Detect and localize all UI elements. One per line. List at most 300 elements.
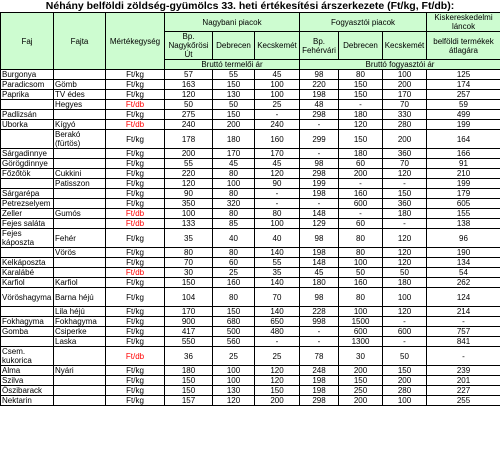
header-consumer-price-label: Bruttó fogyasztói ár <box>300 60 500 70</box>
cell-price: 120 <box>255 376 300 386</box>
cell-price: 320 <box>213 199 255 209</box>
cell-faj: Vöröshagyma <box>1 288 54 307</box>
page-title: Néhány belföldi zöldség-gyümölcs 33. heti értékesítési árszerkezete (Ft/kg, Ft/db): <box>45 0 455 12</box>
cell-unit: Ft/kg <box>106 110 165 120</box>
cell-price: 200 <box>339 396 383 406</box>
cell-faj: Paprika <box>1 90 54 100</box>
cell-price: 650 <box>255 317 300 327</box>
cell-unit: Ft/kg <box>106 307 165 317</box>
cell-price: - <box>427 347 500 366</box>
cell-price: 480 <box>255 327 300 337</box>
cell-price: 198 <box>300 376 339 386</box>
cell-unit: Ft/db <box>106 100 165 110</box>
cell-price: 240 <box>165 120 213 130</box>
cell-price: 239 <box>427 366 500 376</box>
cell-faj: Paradicsom <box>1 80 54 90</box>
cell-fajta <box>54 376 106 386</box>
table-row <box>1 278 500 288</box>
cell-price: 199 <box>427 179 500 189</box>
cell-price: 150 <box>165 376 213 386</box>
cell-faj: Főzőtök <box>1 169 54 179</box>
cell-fajta: Laska <box>54 337 106 347</box>
cell-unit: Ft/db <box>106 268 165 278</box>
cell-fajta: Fehér <box>54 229 106 248</box>
cell-price: - <box>383 337 427 347</box>
cell-price: 200 <box>383 80 427 90</box>
cell-price: 198 <box>300 386 339 396</box>
cell-unit: Ft/kg <box>106 366 165 376</box>
cell-price: 78 <box>300 347 339 366</box>
cell-price: 240 <box>255 120 300 130</box>
cell-price: 90 <box>165 189 213 199</box>
cell-fajta: Gömb <box>54 80 106 90</box>
cell-fajta: Gumós <box>54 209 106 219</box>
cell-faj <box>1 130 54 149</box>
cell-unit: Ft/kg <box>106 376 165 386</box>
cell-price: 550 <box>165 337 213 347</box>
cell-faj: Karalábé <box>1 268 54 278</box>
cell-price: 100 <box>383 396 427 406</box>
cell-faj: Karfiol <box>1 278 54 288</box>
cell-price: 125 <box>427 70 500 80</box>
cell-price: 214 <box>427 307 500 317</box>
cell-price: 120 <box>165 179 213 189</box>
table-row <box>1 130 500 149</box>
cell-unit: Ft/kg <box>106 159 165 169</box>
cell-price: 1300 <box>339 337 383 347</box>
table-body <box>1 70 500 406</box>
cell-price: 170 <box>213 149 255 159</box>
cell-price: 299 <box>300 130 339 149</box>
header-consumer-group: Fogyasztói piacok <box>300 13 427 32</box>
cell-fajta: Berakó (fürtös) <box>54 130 106 149</box>
cell-price: 180 <box>165 366 213 376</box>
cell-price: 100 <box>213 179 255 189</box>
table-row <box>1 337 500 347</box>
cell-price: - <box>255 189 300 199</box>
cell-price: 120 <box>339 120 383 130</box>
cell-price: 200 <box>339 169 383 179</box>
cell-price: 80 <box>339 288 383 307</box>
cell-price: 179 <box>427 189 500 199</box>
cell-unit: Ft/kg <box>106 199 165 209</box>
cell-price: 160 <box>213 278 255 288</box>
cell-price: 30 <box>339 347 383 366</box>
cell-price: 199 <box>427 120 500 130</box>
cell-price: 138 <box>427 219 500 229</box>
cell-fajta: Hegyes <box>54 100 106 110</box>
cell-price: 178 <box>165 130 213 149</box>
cell-price: 998 <box>300 317 339 327</box>
cell-price: 80 <box>213 209 255 219</box>
table-row <box>1 248 500 258</box>
cell-price: 60 <box>213 258 255 268</box>
cell-unit: Ft/kg <box>106 179 165 189</box>
cell-faj: Petrezselyem <box>1 199 54 209</box>
cell-price: 150 <box>255 386 300 396</box>
cell-price: 560 <box>213 337 255 347</box>
cell-price: 85 <box>213 219 255 229</box>
cell-price: 499 <box>427 110 500 120</box>
table-row <box>1 70 500 80</box>
cell-price: 134 <box>427 258 500 268</box>
cell-fajta: Barna héjú <box>54 288 106 307</box>
cell-unit: Ft/kg <box>106 396 165 406</box>
cell-faj: Gomba <box>1 327 54 337</box>
cell-fajta: Csiperke <box>54 327 106 337</box>
cell-price: 96 <box>427 229 500 248</box>
cell-price: 100 <box>165 209 213 219</box>
cell-price: 180 <box>300 278 339 288</box>
table-row <box>1 199 500 209</box>
cell-faj <box>1 248 54 258</box>
cell-price: 80 <box>255 209 300 219</box>
cell-price: 100 <box>255 90 300 100</box>
cell-price: 148 <box>300 258 339 268</box>
price-table <box>0 12 500 406</box>
cell-price: 360 <box>383 149 427 159</box>
cell-price: - <box>300 327 339 337</box>
cell-price: 50 <box>213 100 255 110</box>
cell-price: 680 <box>213 317 255 327</box>
cell-faj <box>1 100 54 110</box>
cell-price: 80 <box>213 248 255 258</box>
cell-price: 120 <box>383 169 427 179</box>
cell-price: 150 <box>383 366 427 376</box>
cell-price: 70 <box>165 258 213 268</box>
cell-price: 54 <box>427 268 500 278</box>
cell-price: 500 <box>213 327 255 337</box>
cell-price: 59 <box>427 100 500 110</box>
header-wholesale-col-1: Bp. Nagykőrösi Út <box>165 32 213 60</box>
cell-price: 57 <box>165 70 213 80</box>
cell-unit: Ft/db <box>106 347 165 366</box>
table-row <box>1 100 500 110</box>
cell-fajta <box>54 149 106 159</box>
cell-fajta: Patisszon <box>54 179 106 189</box>
cell-price: 100 <box>383 70 427 80</box>
cell-price: 150 <box>213 307 255 317</box>
cell-unit: Ft/db <box>106 120 165 130</box>
cell-price: 170 <box>383 90 427 100</box>
cell-price: 35 <box>165 229 213 248</box>
cell-faj: Sárgadinnye <box>1 149 54 159</box>
header-wholesale-group: Nagybani piacok <box>165 13 300 32</box>
cell-price: 80 <box>339 70 383 80</box>
cell-price: 55 <box>255 258 300 268</box>
cell-price: - <box>255 110 300 120</box>
cell-price: 133 <box>165 219 213 229</box>
cell-price: - <box>255 199 300 209</box>
cell-price: 120 <box>213 396 255 406</box>
cell-price: 80 <box>213 288 255 307</box>
table-row <box>1 209 500 219</box>
cell-price: 120 <box>255 366 300 376</box>
cell-price: 104 <box>165 288 213 307</box>
cell-fajta <box>54 70 106 80</box>
cell-fajta: Kígyó <box>54 120 106 130</box>
cell-price: 120 <box>383 307 427 317</box>
cell-price: 100 <box>255 80 300 90</box>
cell-price: 841 <box>427 337 500 347</box>
cell-price: 210 <box>427 169 500 179</box>
cell-price: 330 <box>383 110 427 120</box>
cell-faj: Őszibarack <box>1 386 54 396</box>
cell-price: 148 <box>300 209 339 219</box>
cell-price: - <box>383 219 427 229</box>
cell-price: - <box>383 179 427 189</box>
cell-price: 150 <box>165 386 213 396</box>
cell-price: 100 <box>339 258 383 268</box>
table-row <box>1 347 500 366</box>
cell-price: 417 <box>165 327 213 337</box>
cell-faj: Csem. kukorica <box>1 347 54 366</box>
cell-unit: Ft/kg <box>106 189 165 199</box>
cell-price: 198 <box>300 189 339 199</box>
cell-price: 220 <box>300 80 339 90</box>
cell-price: 160 <box>339 278 383 288</box>
table-row <box>1 327 500 337</box>
cell-fajta <box>54 219 106 229</box>
cell-price: 35 <box>255 268 300 278</box>
cell-price: 120 <box>383 248 427 258</box>
cell-price: 164 <box>427 130 500 149</box>
cell-unit: Ft/kg <box>106 337 165 347</box>
table-row <box>1 149 500 159</box>
cell-price: - <box>339 179 383 189</box>
cell-price: 298 <box>300 110 339 120</box>
cell-faj <box>1 179 54 189</box>
cell-price: 80 <box>213 189 255 199</box>
cell-price: 157 <box>165 396 213 406</box>
cell-price: 227 <box>427 386 500 396</box>
cell-price: 100 <box>383 288 427 307</box>
cell-price: 200 <box>383 130 427 149</box>
table-row <box>1 189 500 199</box>
cell-price: 80 <box>213 169 255 179</box>
cell-price: - <box>300 149 339 159</box>
cell-price: 228 <box>300 307 339 317</box>
cell-faj <box>1 337 54 347</box>
cell-price: 199 <box>300 179 339 189</box>
table-row <box>1 110 500 120</box>
cell-price: 200 <box>165 149 213 159</box>
cell-price: 150 <box>383 189 427 199</box>
cell-price: 36 <box>165 347 213 366</box>
header-unit: Mértékegység <box>106 13 165 70</box>
cell-price: 201 <box>427 376 500 386</box>
cell-price: - <box>427 317 500 327</box>
cell-price: 275 <box>165 110 213 120</box>
cell-price: 757 <box>427 327 500 337</box>
cell-faj: Fejes káposzta <box>1 229 54 248</box>
cell-faj: Fejes saláta <box>1 219 54 229</box>
cell-price: 180 <box>339 149 383 159</box>
cell-unit: Ft/kg <box>106 317 165 327</box>
cell-price: 48 <box>300 100 339 110</box>
cell-price: 150 <box>339 376 383 386</box>
cell-price: 40 <box>213 229 255 248</box>
cell-price: 45 <box>255 159 300 169</box>
cell-price: 605 <box>427 199 500 209</box>
cell-faj: Padlizsán <box>1 110 54 120</box>
cell-price: 80 <box>339 248 383 258</box>
cell-faj: Zeller <box>1 209 54 219</box>
cell-price: 55 <box>165 159 213 169</box>
cell-fajta <box>54 159 106 169</box>
table-row <box>1 169 500 179</box>
table-row <box>1 120 500 130</box>
table-row <box>1 80 500 90</box>
cell-fajta: Lila héjú <box>54 307 106 317</box>
cell-faj: Fokhagyma <box>1 317 54 327</box>
table-row <box>1 159 500 169</box>
header-wholesale-col-3: Kecskemét <box>255 32 300 60</box>
cell-price: 70 <box>255 288 300 307</box>
cell-price: 70 <box>383 159 427 169</box>
cell-price: 160 <box>255 130 300 149</box>
cell-price: 140 <box>255 307 300 317</box>
cell-unit: Ft/kg <box>106 258 165 268</box>
cell-faj: Nektarin <box>1 396 54 406</box>
header-retail-group: Kiskereskedelmi láncok <box>427 13 500 32</box>
cell-unit: Ft/db <box>106 219 165 229</box>
cell-price: - <box>300 199 339 209</box>
cell-price: 150 <box>339 130 383 149</box>
cell-price: 200 <box>383 376 427 386</box>
cell-unit: Ft/kg <box>106 327 165 337</box>
cell-price: 30 <box>165 268 213 278</box>
cell-faj: Sárgarépa <box>1 189 54 199</box>
cell-price: 98 <box>300 288 339 307</box>
cell-price: 298 <box>300 169 339 179</box>
cell-price: 198 <box>300 248 339 258</box>
cell-price: 50 <box>383 347 427 366</box>
table-row <box>1 317 500 327</box>
table-row <box>1 288 500 307</box>
cell-price: 360 <box>383 199 427 209</box>
cell-price: 160 <box>339 189 383 199</box>
table-row <box>1 396 500 406</box>
cell-price: 130 <box>213 386 255 396</box>
cell-price: 129 <box>300 219 339 229</box>
cell-price: 200 <box>213 120 255 130</box>
table-row <box>1 229 500 248</box>
cell-price: 120 <box>383 229 427 248</box>
cell-price: 150 <box>165 278 213 288</box>
cell-fajta <box>54 386 106 396</box>
header-consumer-col-3: Kecskemét <box>383 32 427 60</box>
cell-price: 50 <box>165 100 213 110</box>
cell-price: 140 <box>255 248 300 258</box>
cell-price: 91 <box>427 159 500 169</box>
cell-price: 150 <box>339 80 383 90</box>
cell-fajta <box>54 199 106 209</box>
table-row <box>1 258 500 268</box>
cell-price: 25 <box>255 347 300 366</box>
cell-price: 180 <box>383 278 427 288</box>
cell-price: 280 <box>383 120 427 130</box>
cell-price: 166 <box>427 149 500 159</box>
cell-price: 170 <box>255 149 300 159</box>
cell-price: 248 <box>300 366 339 376</box>
table-row <box>1 366 500 376</box>
cell-price: 140 <box>255 278 300 288</box>
cell-unit: Ft/kg <box>106 149 165 159</box>
cell-price: 350 <box>165 199 213 209</box>
cell-price: 1500 <box>339 317 383 327</box>
table-row <box>1 307 500 317</box>
cell-price: - <box>300 337 339 347</box>
cell-fajta: Vörös <box>54 248 106 258</box>
cell-fajta <box>54 347 106 366</box>
cell-price: 50 <box>339 268 383 278</box>
cell-price: 155 <box>427 209 500 219</box>
cell-unit: Ft/kg <box>106 288 165 307</box>
cell-unit: Ft/kg <box>106 229 165 248</box>
cell-price: 90 <box>255 179 300 189</box>
cell-fajta: TV édes <box>54 90 106 100</box>
cell-unit: Ft/kg <box>106 386 165 396</box>
cell-price: 255 <box>427 396 500 406</box>
header-faj: Faj <box>1 13 54 70</box>
table-row <box>1 376 500 386</box>
cell-unit: Ft/db <box>106 209 165 219</box>
cell-fajta: Karfiol <box>54 278 106 288</box>
cell-price: 98 <box>300 70 339 80</box>
cell-price: 60 <box>339 159 383 169</box>
cell-price: 98 <box>300 229 339 248</box>
cell-price: - <box>339 100 383 110</box>
cell-price: 170 <box>165 307 213 317</box>
cell-price: 150 <box>339 90 383 100</box>
cell-faj: Burgonya <box>1 70 54 80</box>
cell-price: 25 <box>213 347 255 366</box>
cell-price: 45 <box>255 70 300 80</box>
cell-price: 100 <box>339 307 383 317</box>
cell-fajta <box>54 110 106 120</box>
cell-price: 120 <box>255 169 300 179</box>
cell-price: 250 <box>339 386 383 396</box>
cell-unit: Ft/kg <box>106 278 165 288</box>
header-consumer-col-2: Debrecen <box>339 32 383 60</box>
cell-price: 25 <box>255 100 300 110</box>
cell-price: 200 <box>339 366 383 376</box>
table-row <box>1 386 500 396</box>
cell-faj: Uborka <box>1 120 54 130</box>
cell-price: 70 <box>383 100 427 110</box>
cell-price: 163 <box>165 80 213 90</box>
cell-price: 120 <box>165 90 213 100</box>
cell-price: 40 <box>255 229 300 248</box>
cell-unit: Ft/kg <box>106 130 165 149</box>
cell-fajta: Cukkini <box>54 169 106 179</box>
cell-price: 900 <box>165 317 213 327</box>
cell-unit: Ft/kg <box>106 248 165 258</box>
cell-price: 200 <box>255 396 300 406</box>
cell-price: - <box>300 120 339 130</box>
cell-price: 180 <box>213 130 255 149</box>
table-row <box>1 268 500 278</box>
cell-price: 150 <box>213 80 255 90</box>
cell-faj: Görögdinnye <box>1 159 54 169</box>
cell-price: 190 <box>427 248 500 258</box>
cell-faj: Kelkáposzta <box>1 258 54 268</box>
cell-price: 198 <box>300 90 339 100</box>
cell-price: 60 <box>339 219 383 229</box>
cell-price: - <box>339 209 383 219</box>
cell-fajta: Nyári <box>54 366 106 376</box>
